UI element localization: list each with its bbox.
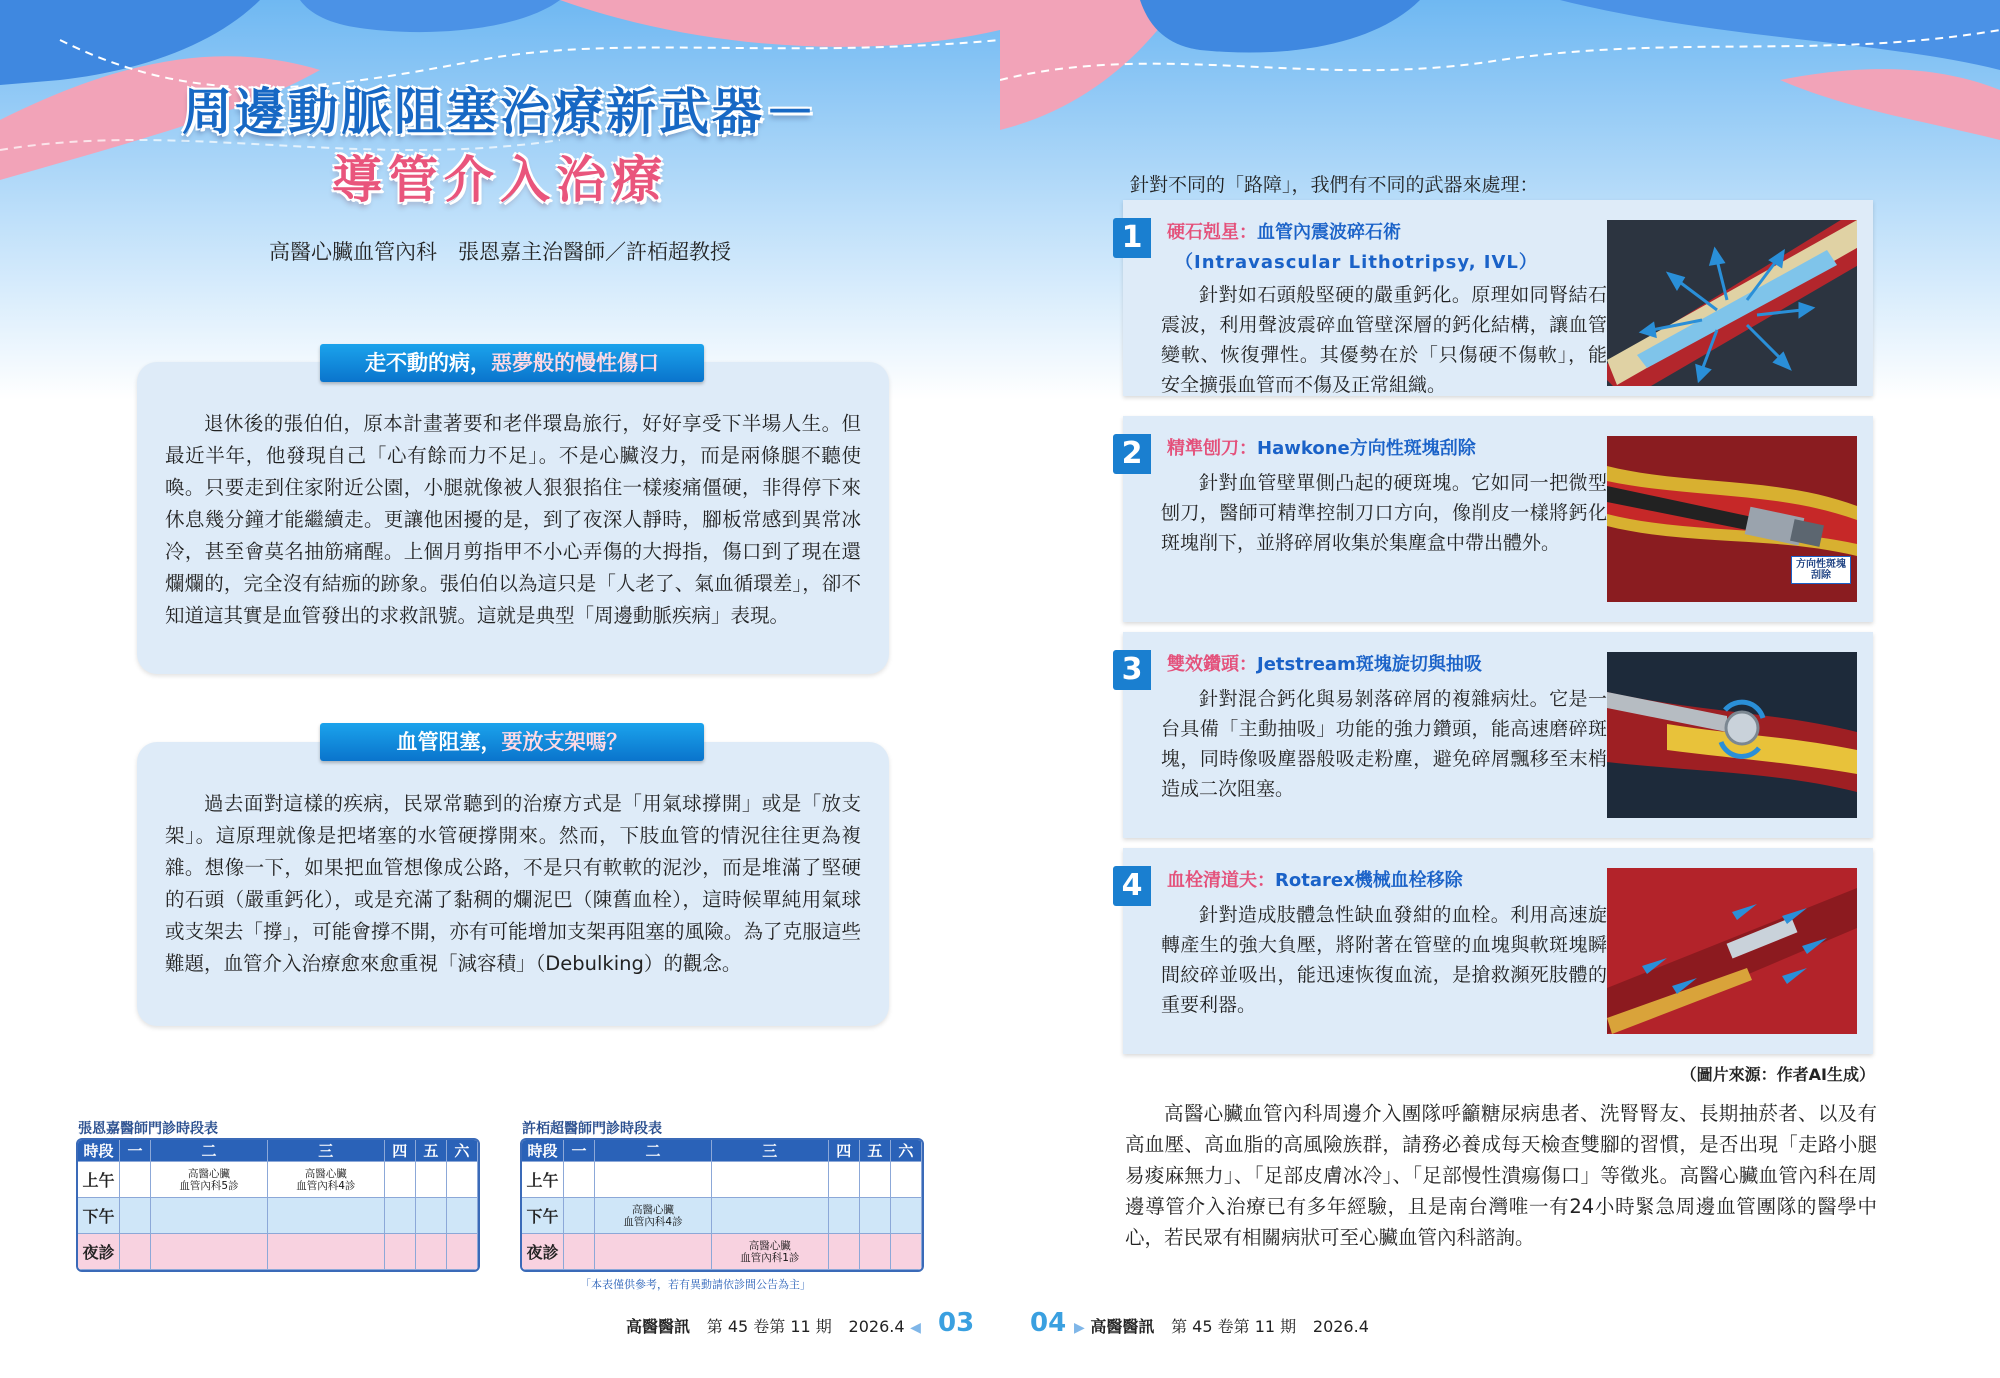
schedule2-cell xyxy=(564,1162,595,1198)
item-subtitle: Rotarex機械血栓移除 xyxy=(1275,870,1463,891)
footer-issue: 第 45 卷第 11 期 xyxy=(706,1317,832,1336)
schedule1-cell xyxy=(447,1234,478,1270)
schedule1-header: 四 xyxy=(385,1140,416,1162)
schedule2-row-label: 上午 xyxy=(522,1162,564,1198)
schedule1-cell xyxy=(385,1162,416,1198)
schedule1-header: 時段 xyxy=(78,1140,120,1162)
schedule1-cell xyxy=(120,1198,151,1234)
item-subtitle: 血管內震波碎石術 xyxy=(1257,222,1401,243)
right-arrow-icon: ▶ xyxy=(1074,1320,1085,1336)
schedule1-header: 二 xyxy=(151,1140,268,1162)
schedule1-cell xyxy=(416,1162,447,1198)
page-number-right: 04 xyxy=(1030,1308,1067,1338)
item-heading xyxy=(1167,218,1401,244)
section1-heading-a: 走不動的病， xyxy=(365,351,491,375)
schedule2-row-label: 下午 xyxy=(522,1198,564,1234)
schedule2-cell xyxy=(564,1234,595,1270)
schedule2-header: 一 xyxy=(564,1140,595,1162)
item-subtitle: Hawkone方向性斑塊刮除 xyxy=(1257,438,1476,459)
article-title-line1: 周邊動脈阻塞治療新武器－ xyxy=(182,83,818,141)
article-authors: 高醫心臟血管內科 張恩嘉主治醫師／許栢超教授 xyxy=(269,240,731,264)
footer-left xyxy=(626,1314,921,1337)
item-subtitle2: （Intravascular Lithotripsy, IVL） xyxy=(1175,252,1538,273)
hawkone-image-label: 方向性斑塊 刮除 xyxy=(1791,556,1851,584)
schedule2-title: 許栢超醫師門診時段表 xyxy=(522,1121,662,1137)
item-name: 精準刨刀： xyxy=(1167,438,1257,459)
schedule1-cell: 高醫心臟 血管內科5診 xyxy=(151,1162,268,1198)
item-name: 雙效鑽頭： xyxy=(1167,654,1257,675)
item-number: 1 xyxy=(1113,218,1151,258)
schedule2-cell xyxy=(564,1198,595,1234)
weapon-item-3 xyxy=(1123,632,1873,838)
schedule1-title: 張恩嘉醫師門診時段表 xyxy=(78,1121,218,1137)
schedule1-row-label: 夜診 xyxy=(78,1234,120,1270)
footer-date: 2026.4 xyxy=(1312,1317,1369,1336)
item-number: 4 xyxy=(1113,866,1151,906)
schedule1-cell xyxy=(268,1198,385,1234)
schedule1-cell: 高醫心臟 血管內科4診 xyxy=(268,1162,385,1198)
section2-heading-b: 要放支架嗎？ xyxy=(501,730,628,754)
item-number: 3 xyxy=(1113,650,1151,690)
image-credit: （圖片來源：作者AI生成） xyxy=(1680,1065,1875,1084)
schedule1-cell xyxy=(416,1234,447,1270)
schedule2-cell xyxy=(595,1162,712,1198)
footer-journal: 高醫醫訊 xyxy=(626,1317,691,1336)
footer-right xyxy=(1074,1314,1369,1337)
jetstream-illustration xyxy=(1607,652,1857,818)
weapons-intro: 針對不同的「路障」，我們有不同的武器來處理： xyxy=(1130,174,1539,196)
item-heading xyxy=(1167,650,1482,676)
schedule2-header: 四 xyxy=(829,1140,860,1162)
schedule2-header: 三 xyxy=(712,1140,829,1162)
item-heading xyxy=(1167,434,1476,460)
item-body: 針對造成肢體急性缺血發紺的血栓。利用高速旋轉產生的強大負壓，將附著在管壁的血塊與軟斑塊瞬間絞碎並吸出，能迅速恢復血流，是搶救瀕死肢體的重要利器。 xyxy=(1161,904,1607,1016)
schedule2-header: 六 xyxy=(891,1140,922,1162)
schedule2-header: 五 xyxy=(860,1140,891,1162)
item-number: 2 xyxy=(1113,434,1151,474)
schedule1-header: 三 xyxy=(268,1140,385,1162)
section1-heading xyxy=(320,344,704,382)
schedule2-cell: 高醫心臟 血管內科4診 xyxy=(595,1198,712,1234)
item-name: 硬石剋星： xyxy=(1167,222,1257,243)
schedule1-row-label: 上午 xyxy=(78,1162,120,1198)
right-page xyxy=(1000,0,2000,1378)
schedule2-cell xyxy=(595,1234,712,1270)
footer-issue: 第 45 卷第 11 期 xyxy=(1171,1317,1297,1336)
schedule1-row-label: 下午 xyxy=(78,1198,120,1234)
schedule1-cell xyxy=(385,1198,416,1234)
schedule2-cell xyxy=(829,1234,860,1270)
item-body: 針對如石頭般堅硬的嚴重鈣化。原理如同腎結石震波，利用聲波震碎血管壁深層的鈣化結構，讓血管變軟、恢復彈性。其優勢在於「只傷硬不傷軟」，能安全擴張血管而不傷及正常組織。 xyxy=(1161,284,1607,396)
schedule1-header: 六 xyxy=(447,1140,478,1162)
footer-journal: 高醫醫訊 xyxy=(1090,1317,1155,1336)
section1-body: 退休後的張伯伯，原本計畫著要和老伴環島旅行，好好享受下半場人生。但最近半年，他發現自己「心有餘而力不足」。不是心臟沒力，而是兩條腿不聽使喚。只要走到住家附近公園，小腿就像被人狠狠掐住一樣痠痛僵硬，非得停下來休息幾分鐘才能繼續走。更讓他困擾的是，到了夜深人靜時，腳板常感到異常冰冷，甚至會莫名抽筋痛醒。上個月剪指甲不小心弄傷的大拇指，傷口到了現在還爛爛的，完全沒有結痂的跡象。張伯伯以為這只是「人老了、氣血循環差」，卻不知道這其實是血管發出的求救訊號。這就是典型「周邊動脈疾病」表現。 xyxy=(165,412,861,627)
item-subtitle: Jetstream斑塊旋切與抽吸 xyxy=(1257,654,1482,675)
left-arrow-icon: ◀ xyxy=(910,1320,921,1336)
weapon-item-4 xyxy=(1123,848,1873,1054)
schedule2-cell xyxy=(891,1198,922,1234)
schedule2-cell xyxy=(829,1198,860,1234)
section1-panel xyxy=(137,362,889,674)
schedule2-cell xyxy=(860,1162,891,1198)
schedule1-cell xyxy=(447,1162,478,1198)
schedule1-cell xyxy=(268,1234,385,1270)
schedule2-row-label: 夜診 xyxy=(522,1234,564,1270)
page-number-left: 03 xyxy=(938,1308,975,1338)
schedule-note: 「本表僅供參考，若有異動請依診間公告為主」 xyxy=(580,1278,811,1291)
schedule1-header: 一 xyxy=(120,1140,151,1162)
hawkone-illustration xyxy=(1607,436,1857,602)
section2-heading xyxy=(320,723,704,761)
schedule2-cell xyxy=(891,1162,922,1198)
schedule2-cell: 高醫心臟 血管內科1診 xyxy=(712,1234,829,1270)
section2-panel xyxy=(137,742,889,1026)
item-heading xyxy=(1167,866,1463,892)
weapon-item-1 xyxy=(1123,200,1873,396)
schedule1-cell xyxy=(385,1234,416,1270)
rotarex-illustration xyxy=(1607,868,1857,1034)
section2-body: 過去面對這樣的疾病，民眾常聽到的治療方式是「用氣球撐開」或是「放支架」。這原理就像是把堵塞的水管硬撐開來。然而，下肢血管的情況往往更為複雜。想像一下，如果把血管想像成公路，不是只有軟軟的泥沙，而是堆滿了堅硬的石頭（嚴重鈣化），或是充滿了黏稠的爛泥巴（陳舊血栓），這時候單純用氣球或支架去「撐」，可能會撐不開，亦有可能增加支架再阻塞的風險。為了克服這些難題，血管介入治療愈來愈重視「減容積」（Debulking）的觀念。 xyxy=(165,792,861,975)
schedule2-cell xyxy=(829,1162,860,1198)
item-body: 針對混合鈣化與易剝落碎屑的複雜病灶。它是一台具備「主動抽吸」功能的強力鑽頭，能高速磨碎斑塊，同時像吸塵器般吸走粉塵，避免碎屑飄移至末梢造成二次阻塞。 xyxy=(1161,688,1607,800)
schedule1-table xyxy=(76,1138,480,1272)
section2-heading-a: 血管阻塞， xyxy=(396,730,502,754)
closing-paragraph: 高醫心臟血管內科周邊介入團隊呼籲糖尿病患者、洗腎腎友、長期抽菸者、以及有高血壓、高血脂的高風險族群，請務必養成每天檢查雙腳的習慣，是否出現「走路小腿易痠麻無力」、「足部皮膚冰冷」、「足部慢性潰瘍傷口」等徵兆。高醫心臟血管內科在周邊導管介入治療已有多年經驗，且是南台灣唯一有24小時緊急周邊血管團隊的醫學中心，若民眾有相關病狀可至心臟血管內科諮詢。 xyxy=(1125,1102,1877,1249)
schedule1-cell xyxy=(120,1162,151,1198)
schedule2-cell xyxy=(712,1198,829,1234)
schedule1-cell xyxy=(120,1234,151,1270)
schedule1-cell xyxy=(416,1198,447,1234)
schedule1-header: 五 xyxy=(416,1140,447,1162)
schedule2-cell xyxy=(860,1234,891,1270)
schedule2-table xyxy=(520,1138,924,1272)
footer-date: 2026.4 xyxy=(848,1317,905,1336)
schedule2-cell xyxy=(891,1234,922,1270)
schedule2-header: 時段 xyxy=(522,1140,564,1162)
item-name: 血栓清道夫： xyxy=(1167,870,1275,891)
schedule2-cell xyxy=(712,1162,829,1198)
article-title-line2: 導管介入治療 xyxy=(332,151,668,209)
section1-heading-b: 惡夢般的慢性傷口 xyxy=(491,351,659,375)
schedule2-header: 二 xyxy=(595,1140,712,1162)
schedule1-cell xyxy=(151,1198,268,1234)
ivl-illustration xyxy=(1607,220,1857,386)
item-body: 針對血管壁單側凸起的硬斑塊。它如同一把微型刨刀，醫師可精準控制刀口方向，像削皮一樣將鈣化斑塊削下，並將碎屑收集於集塵盒中帶出體外。 xyxy=(1161,472,1607,554)
schedule1-cell xyxy=(151,1234,268,1270)
schedule2-cell xyxy=(860,1198,891,1234)
weapon-item-2 xyxy=(1123,416,1873,622)
schedule1-cell xyxy=(447,1198,478,1234)
